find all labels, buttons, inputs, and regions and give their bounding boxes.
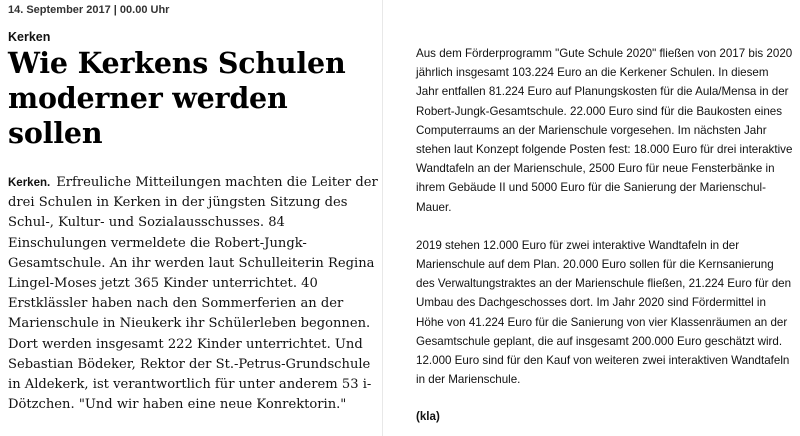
article-dateline: 14. September 2017 | 00.00 Uhr	[8, 4, 170, 16]
lead-text: Erfreuliche Mitteilungen machten die Leiter der drei Schulen in Kerken in der jüngsten Sitzung des Schul-, Kultur- und Sozialausschusses. 84 Einschulungen vermeldete die Robert-Jungk-Gesamtschule. An ihr werden laut Schulleiterin Regina Lingel-Moses jetzt 365 Kinder unterrichtet. 40 Erstklässler haben nach den Sommerferien an der Marienschule in Nieukerk ihr Schülerleben begonnen. Dort werden insgesamt 222 Kinder unterrichtet. Und Sebastian Bödeker, Rektor der St.-Petrus-Grundschule in Aldekerk, ist verantwortlich für unter anderem 53 i-Dötzchen. "Und wir haben eine neue Konrektorin."	[8, 175, 378, 413]
article-paragraph-2: 2019 stehen 12.000 Euro für zwei interaktive Wandtafeln in der Marienschule auf dem Plan. 20.000 Euro sollen für die Kernsanierung des Verwaltungstraktes an der Marienschule fließen, 21.224 Euro für den Umbau des Dachgeschosses dort. Im Jahr 2020 sind Fördermittel in Höhe von 41.224 Euro für die Sanierung von vier Klassenräumen an der Gesamtschule geplant, die auf insgesamt 200.000 Euro geschätzt wird. 12.000 Euro sind für den Kauf von weiteren zwei interaktiven Wandtafeln in der Marienschule.	[416, 238, 792, 387]
article-kicker: Kerken	[8, 30, 51, 44]
column-divider	[382, 0, 383, 436]
article-signature: (kla)	[416, 410, 440, 424]
article-lead	[8, 173, 380, 415]
article-left-column	[8, 30, 380, 415]
lead-place: Kerken.	[8, 177, 51, 189]
article-paragraph-1: Aus dem Förderprogramm "Gute Schule 2020" fließen von 2017 bis 2020 jährlich insgesamt 103.224 Euro an die Kerkener Schulen. In diesem Jahr entfallen 81.224 Euro auf Planungskosten für die Aula/Mensa in der Robert-Jungk-Gesamtschule. 22.000 Euro sind für die Baukosten eines Computerraums an der Marienschule vorgesehen. Im nächsten Jahr stehen laut Konzept folgende Posten fest: 18.000 Euro für drei interaktive Wandtafeln an der Marienschule, 2500 Euro für neue Fensterbänke in ihrem Gebäude II und 5000 Euro für die Sanierung der Marienschul-Mauer.	[416, 47, 793, 214]
article-right-column	[416, 44, 794, 427]
article-headline: Wie Kerkens Schulen moderner werden sollen	[8, 46, 346, 150]
